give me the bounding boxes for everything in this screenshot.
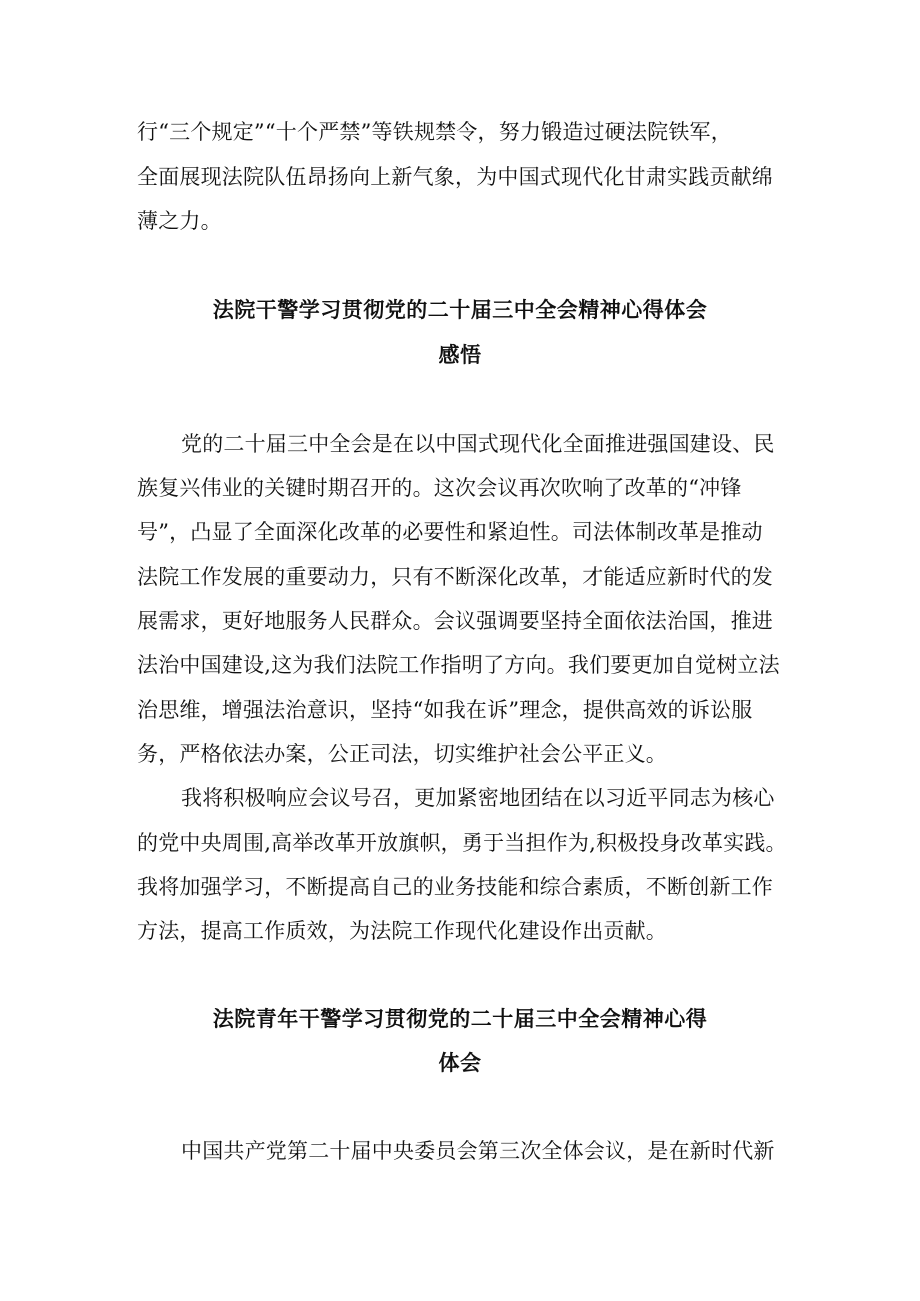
paragraph-line: 治思维，增强法治意识，坚持“如我在诉”理念，提供高效的诉讼服 [137,698,753,722]
paragraph-line: 中国共产党第二十届中央委员会第三次全体会议，是在新时代新 [181,1139,775,1163]
paragraph-line: 族复兴伟业的关键时期召开的。这次会议再次吹响了改革的“冲锋 [137,476,742,500]
paragraph-line: 法治中国建设,这为我们法院工作指明了方向。我们要更加自觉树立法 [137,653,780,677]
paragraph-line: 展需求，更好地服务人民群众。会议强调要坚持全面依法治国，推进 [137,609,773,633]
article-title-1: 法院干警学习贯彻党的二十届三中全会精神心得体会 [212,298,708,322]
paragraph-line: 党的二十届三中全会是在以中国式现代化全面推进强国建设、民 [181,432,775,456]
text-line: 薄之力。 [137,209,222,233]
paragraph-line: 法院工作发展的重要动力，只有不断深化改革，才能适应新时代的发 [137,565,773,589]
paragraph-line: 务，严格依法办案，公正司法，切实维护社会公平正义。 [137,742,667,766]
article-title-2-continued: 体会 [438,1051,482,1075]
paragraph-line: 我将积极响应会议号召，更加紧密地团结在以习近平同志为核心 [181,786,775,810]
article-title-1-continued: 感悟 [438,343,482,367]
paragraph-line: 号”，凸显了全面深化改革的必要性和紧迫性。司法体制改革是推动 [137,520,763,544]
text-line: 全面展现法院队伍昂扬向上新气象，为中国式现代化甘肃实践贡献绵 [137,165,773,189]
paragraph-line: 的党中央周围,高举改革开放旗帜，勇于当担作为,积极投身改革实践。 [137,831,787,855]
text-line: 行“三个规定”“十个严禁”等铁规禁令，努力锻造过硬法院铁军， [137,120,732,144]
article-title-2: 法院青年干警学习贯彻党的二十届三中全会精神心得 [212,1007,708,1031]
paragraph-line: 方法，提高工作质效，为法院工作现代化建设作出贡献。 [137,919,667,943]
paragraph-line: 我将加强学习，不断提高自己的业务技能和综合素质，不断创新工作 [137,875,773,899]
